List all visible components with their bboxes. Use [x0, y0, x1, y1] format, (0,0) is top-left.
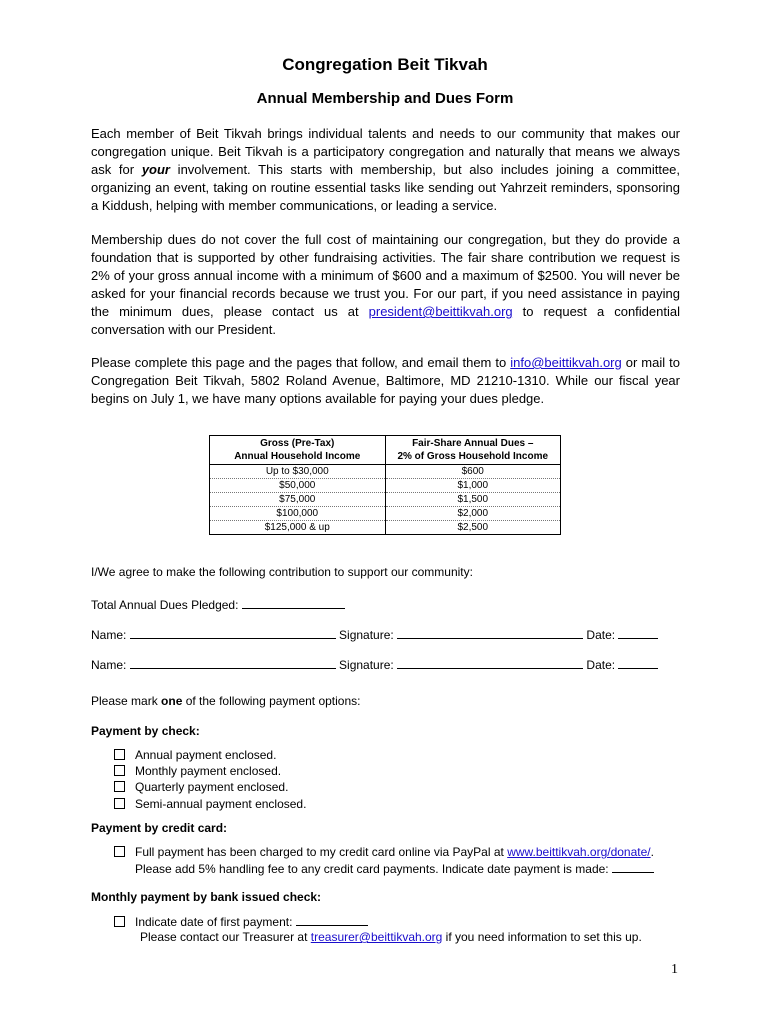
name-label: Name: [91, 628, 127, 642]
checkbox-icon[interactable] [114, 846, 125, 857]
intro-p1-text: Each member of Beit Tikvah brings individual talents and needs to our community that makes our congregation unique. Beit Tikvah is a participatory congregation and naturally that means we always ask for [91, 126, 680, 177]
dues-column-header [385, 436, 561, 465]
date-label: Date: [586, 628, 616, 642]
dues-table-header [210, 436, 561, 465]
option-label: Monthly payment enclosed. [135, 764, 282, 778]
name-signature-line-1 [91, 626, 658, 642]
pledge-label: Total Annual Dues Pledged: [91, 598, 239, 612]
credit-card-heading: Payment by credit card: [91, 821, 228, 835]
name-field-1[interactable] [130, 626, 336, 639]
option-label: Quarterly payment enclosed. [135, 780, 289, 794]
table-row [210, 521, 561, 535]
income-header-line1: Gross (Pre-Tax) [260, 438, 335, 449]
instruction-emphasis: one [161, 694, 183, 708]
payment-instruction [91, 694, 360, 708]
credit-card-note [135, 860, 654, 877]
treasurer-email-link[interactable]: treasurer@beittikvah.org [310, 930, 443, 944]
check-option-quarterly[interactable] [114, 779, 288, 795]
page-number: 1 [671, 962, 678, 977]
dues-header-line2: 2% of Gross Household Income [397, 451, 549, 462]
treasurer-note [140, 929, 642, 945]
table-row [210, 465, 561, 479]
checkbox-icon[interactable] [114, 781, 125, 792]
first-payment-date-field[interactable] [296, 913, 368, 926]
dues-cell: $1,000 [385, 479, 561, 493]
name-field-2[interactable] [130, 656, 336, 669]
check-heading: Payment by check: [91, 724, 200, 738]
intro-p2-text: Membership dues do not cover the full cost of maintaining our congregation, but they do provide a foundation that is supported by other fundraising activities. The fair share contribution we request is 2% of your gross annual income with a minimum of $600 and a maximum of $2500. You will never be asked for your financial records because we trust you. For our part, if you need assistance in paying the minimum dues, please contact us at [91, 232, 680, 319]
income-cell: $100,000 [210, 507, 386, 521]
name-label: Name: [91, 658, 127, 672]
income-column-header [210, 436, 386, 465]
president-email-link[interactable]: president@beittikvah.org [368, 304, 513, 319]
signature-field-1[interactable] [397, 626, 583, 639]
checkbox-icon[interactable] [114, 749, 125, 760]
intro-p2-text-end: to request a confidential conversation with our President. [91, 304, 680, 337]
credit-card-text-end: . [650, 845, 654, 859]
option-label: Semi-annual payment enclosed. [135, 797, 307, 811]
date-field-1[interactable] [618, 626, 658, 639]
credit-card-fee-note: Please add 5% handling fee to any credit card payments. Indicate date payment is made: [135, 862, 609, 876]
dues-cell: $2,500 [385, 521, 561, 535]
date-label: Date: [586, 658, 616, 672]
intro-p1-emphasis: your [141, 162, 170, 177]
pledge-amount-field[interactable] [242, 596, 345, 609]
intro-p3-text: Please complete this page and the pages that follow, and email them to [91, 355, 511, 370]
name-signature-line-2 [91, 656, 658, 672]
income-cell: $125,000 & up [210, 521, 386, 535]
instruction-text-end: of the following payment options: [182, 694, 361, 708]
pledge-line [91, 596, 345, 612]
dues-cell: $2,000 [385, 507, 561, 521]
table-row [210, 507, 561, 521]
dues-cell: $1,500 [385, 493, 561, 507]
credit-payment-date-field[interactable] [612, 860, 654, 873]
signature-field-2[interactable] [397, 656, 583, 669]
income-cell: $75,000 [210, 493, 386, 507]
check-option-monthly[interactable] [114, 763, 281, 779]
credit-card-text: Full payment has been charged to my credit card online via PayPal at [135, 845, 508, 859]
income-cell: $50,000 [210, 479, 386, 493]
intro-paragraph-2 [91, 231, 680, 339]
credit-card-option[interactable] [114, 844, 654, 860]
check-option-semiannual[interactable] [114, 796, 306, 812]
page-subtitle: Annual Membership and Dues Form [256, 90, 514, 107]
check-option-annual[interactable] [114, 747, 276, 763]
bank-check-heading: Monthly payment by bank issued check: [91, 890, 322, 904]
date-field-2[interactable] [618, 656, 658, 669]
intro-p3-text-end: or mail to Congregation Beit Tikvah, 5802 Roland Avenue, Baltimore, MD 21210-1310. While our fiscal year begins on July 1, we have many options available for paying your dues pledge. [91, 355, 680, 406]
donate-link[interactable]: www.beittikvah.org/donate/ [507, 845, 651, 859]
dues-table [209, 435, 561, 535]
intro-paragraph-3 [91, 354, 680, 408]
income-cell: Up to $30,000 [210, 465, 386, 479]
info-email-link[interactable]: info@beittikvah.org [510, 355, 622, 370]
dues-cell: $600 [385, 465, 561, 479]
checkbox-icon[interactable] [114, 765, 125, 776]
page-title: Congregation Beit Tikvah [282, 55, 488, 74]
option-label: Annual payment enclosed. [135, 748, 277, 762]
checkbox-icon[interactable] [114, 916, 125, 927]
table-row [210, 479, 561, 493]
instruction-text: Please mark [91, 694, 162, 708]
income-header-line2: Annual Household Income [234, 451, 361, 462]
treasurer-text: Please contact our Treasurer at [140, 930, 311, 944]
bank-check-option[interactable] [114, 913, 368, 930]
treasurer-text-end: if you need information to set this up. [442, 930, 642, 944]
signature-label: Signature: [339, 628, 394, 642]
agreement-statement: I/We agree to make the following contribution to support our community: [91, 565, 473, 579]
table-row [210, 493, 561, 507]
dues-header-line1: Fair-Share Annual Dues – [412, 438, 534, 449]
checkbox-icon[interactable] [114, 798, 125, 809]
intro-paragraph-1 [91, 125, 680, 215]
signature-label: Signature: [339, 658, 394, 672]
intro-p1-text-end: involvement. This starts with membership, but also includes joining a committee, organizing an event, taking on routine essential tasks like sending out Yahrzeit reminders, sponsoring a Kiddush, helping with member communications, or leading a service. [91, 162, 681, 213]
first-payment-label: Indicate date of first payment: [135, 915, 293, 929]
